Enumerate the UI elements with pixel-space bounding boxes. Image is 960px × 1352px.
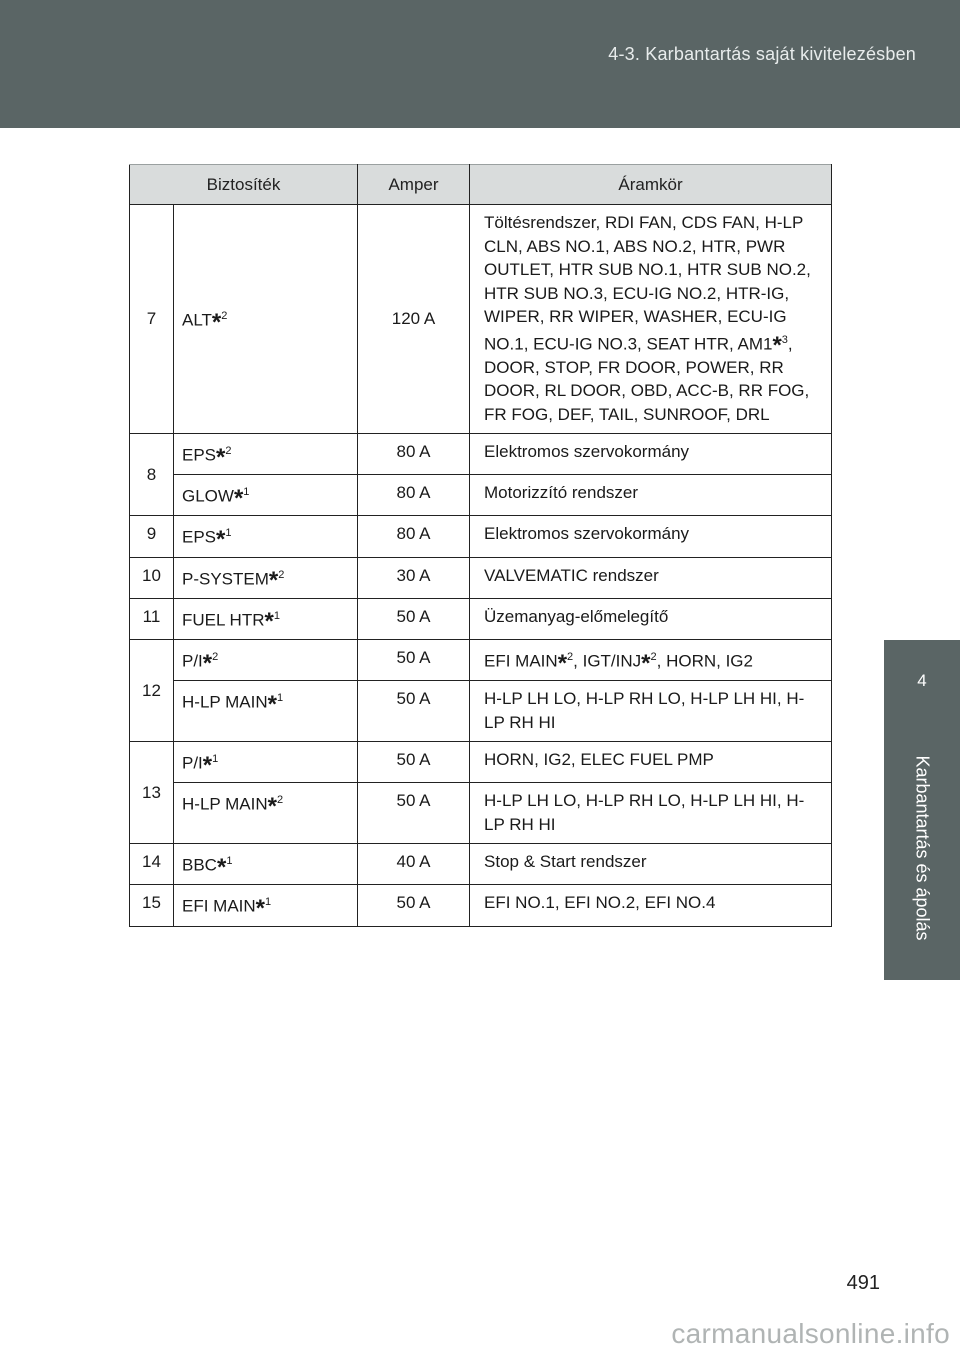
fuse-number: 14 [130, 844, 174, 885]
fuse-name [174, 434, 358, 475]
footnote-star: * [267, 690, 277, 718]
fuse-name-text: H-LP MAIN [182, 692, 268, 712]
footnote-star: * [216, 526, 226, 554]
fuse-name [174, 205, 358, 434]
fuse-amperage: 120 A [358, 205, 470, 434]
section-title: 4-3. Karbantartás saját kivitelezésben [608, 44, 916, 64]
table-row [130, 783, 832, 844]
footnote-star: * [202, 649, 213, 677]
footnote-star: * [216, 853, 227, 881]
footnote-star: * [268, 567, 279, 595]
fuse-name-text: P/I [182, 753, 203, 773]
fuse-amperage: 50 A [358, 639, 470, 680]
fuse-name-text: ALT [182, 310, 212, 330]
fuse-name [174, 885, 358, 926]
fuse-amperage: 50 A [358, 742, 470, 783]
footnote-star: * [264, 608, 274, 636]
fuse-amperage: 50 A [358, 885, 470, 926]
fuse-circuit: VALVEMATIC rendszer [470, 557, 832, 598]
fuse-circuit: Stop & Start rendszer [470, 844, 832, 885]
fuse-circuit: EFI NO.1, EFI NO.2, EFI NO.4 [470, 885, 832, 926]
fuse-name-text: EPS [182, 528, 217, 548]
fuse-number: 13 [130, 742, 174, 844]
fuse-name-text: H-LP MAIN [182, 794, 268, 814]
fuse-table [129, 164, 832, 927]
column-header-fuse: Biztosíték [130, 165, 358, 205]
footnote-star: * [233, 484, 244, 512]
footnote-mark: 2 [278, 568, 285, 581]
fuse-number: 12 [130, 639, 174, 741]
fuse-number: 8 [130, 434, 174, 516]
fuse-name [174, 742, 358, 783]
fuse-name-text: P/I [182, 651, 203, 671]
fuse-amperage: 50 A [358, 783, 470, 844]
footnote-mark: 1 [225, 527, 232, 540]
fuse-number: 9 [130, 516, 174, 557]
table-row [130, 516, 832, 557]
fuse-name [174, 639, 358, 680]
footnote-mark: 2 [221, 310, 228, 322]
fuse-name-text: BBC [182, 855, 217, 875]
table-row [130, 639, 832, 680]
fuse-circuit: H-LP LH LO, H-LP RH LO, H-LP LH HI, H-LP RH HI [470, 783, 832, 844]
header-band [0, 0, 960, 128]
footnote-star: * [267, 792, 277, 820]
chapter-number: 4 [917, 671, 927, 690]
fuse-circuit: EFI MAIN*$^2$, IGT/INJ*$^2$, HORN, IG2 [470, 639, 832, 680]
column-header-amp: Amper [358, 165, 470, 205]
footnote-star: * [211, 308, 222, 336]
table-row [130, 434, 832, 475]
fuse-amperage: 50 A [358, 681, 470, 742]
fuse-circuit: HORN, IG2, ELEC FUEL PMP [470, 742, 832, 783]
table-row [130, 885, 832, 926]
watermark: carmanualsonline.info [671, 1318, 950, 1349]
fuse-amperage: 80 A [358, 434, 470, 475]
fuse-number: 15 [130, 885, 174, 926]
fuse-circuit: H-LP LH LO, H-LP RH LO, H-LP LH HI, H-LP RH HI [470, 681, 832, 742]
fuse-name [174, 844, 358, 885]
fuse-name [174, 516, 358, 557]
fuse-amperage: 50 A [358, 598, 470, 639]
fuse-name-text: EFI MAIN [182, 897, 256, 917]
fuse-amperage: 80 A [358, 516, 470, 557]
fuse-circuit: Elektromos szervokormány [470, 434, 832, 475]
page-number: 491 [846, 1272, 880, 1294]
footnote-mark: 1 [226, 855, 233, 868]
chapter-title: Karbantartás és ápolás [912, 755, 933, 941]
footnote-mark: 2 [277, 794, 284, 807]
footnote-mark: 1 [212, 753, 219, 766]
fuse-name-text: EPS [182, 445, 217, 465]
fuse-circuit: Motorizzító rendszer [470, 475, 832, 516]
footnote-mark: 2 [225, 445, 232, 458]
fuse-name [174, 598, 358, 639]
fuse-amperage: 40 A [358, 844, 470, 885]
table-row [130, 205, 832, 434]
footnote-mark: 1 [243, 486, 250, 499]
table-row [130, 742, 832, 783]
table-row [130, 844, 832, 885]
fuse-number: 10 [130, 557, 174, 598]
fuse-amperage: 80 A [358, 475, 470, 516]
fuse-name [174, 783, 358, 844]
fuse-name [174, 557, 358, 598]
footnote-star: * [202, 751, 213, 779]
fuse-name-text: FUEL HTR [182, 610, 265, 630]
fuse-amperage: 30 A [358, 557, 470, 598]
chapter-tab [884, 640, 960, 690]
table-row [130, 681, 832, 742]
table-row [130, 557, 832, 598]
fuse-circuit: Elektromos szervokormány [470, 516, 832, 557]
fuse-number: 11 [130, 598, 174, 639]
footnote-mark: 1 [277, 692, 284, 705]
column-header-circuit: Áramkör [470, 165, 832, 205]
fuse-number: 7 [130, 205, 174, 434]
fuse-name [174, 681, 358, 742]
fuse-name [174, 475, 358, 516]
table-row [130, 598, 832, 639]
fuse-circuit: Töltésrendszer, RDI FAN, CDS FAN, H-LP CLN, ABS NO.1, ABS NO.2, HTR, PWR OUTLET, HTR SUB NO.1, HTR SUB NO.2, HTR SUB NO.3, ECU-IG NO.2, HTR-IG, WIPER, RR WIPER, WASHER, ECU-IG NO.1, ECU-IG NO.3, SEAT HTR, AM1*$^3$, DOOR, STOP, FR DOOR, POWER, RR DOOR, RL DOOR, OBD, ACC-B, RR FOG, FR FOG, DEF, TAIL, SUNROOF, DRL [470, 205, 832, 434]
fuse-circuit: Üzemanyag-előmelegítő [470, 598, 832, 639]
fuse-name-text: P-SYSTEM [182, 569, 269, 589]
footnote-mark: 2 [212, 650, 219, 663]
footnote-mark: 1 [265, 896, 272, 909]
footnote-star: * [255, 895, 266, 923]
footnote-star: * [216, 443, 226, 471]
table-header-row [130, 165, 832, 205]
table-row [130, 475, 832, 516]
footnote-mark: 1 [273, 609, 280, 622]
fuse-name-text: GLOW [182, 486, 234, 506]
